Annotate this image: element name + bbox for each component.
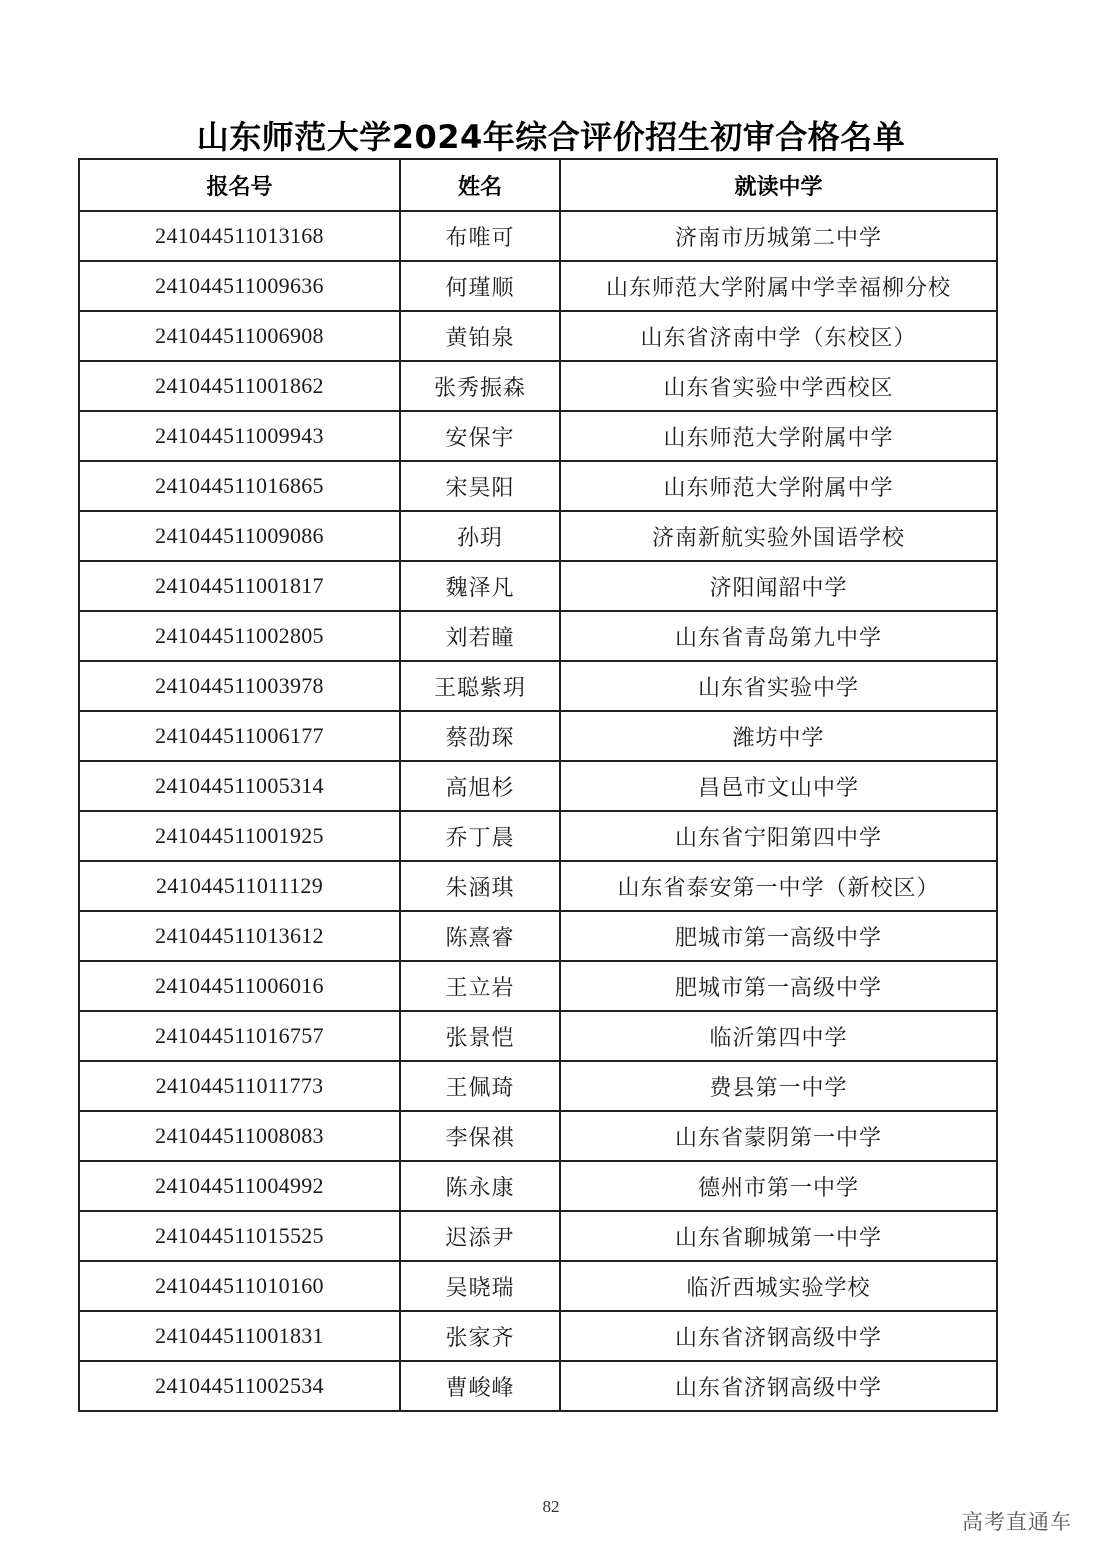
- registration-number-cell: 241044511013612: [79, 911, 400, 961]
- school-name-cell: 山东省济钢高级中学: [560, 1311, 997, 1361]
- table-row: [79, 411, 997, 461]
- school-name-cell: 潍坊中学: [560, 711, 997, 761]
- registration-number-cell: 241044511011129: [79, 861, 400, 911]
- table-row: [79, 211, 997, 261]
- table-row: [79, 1261, 997, 1311]
- table-row: [79, 311, 997, 361]
- column-header-name: 姓名: [400, 159, 560, 211]
- registration-number-cell: 241044511006016: [79, 961, 400, 1011]
- table-row: [79, 561, 997, 611]
- student-name-cell: 王佩琦: [400, 1061, 560, 1111]
- student-name-cell: 王立岩: [400, 961, 560, 1011]
- registration-number-cell: 241044511001862: [79, 361, 400, 411]
- table-row: [79, 461, 997, 511]
- registration-number-cell: 241044511001925: [79, 811, 400, 861]
- registration-number-cell: 241044511016865: [79, 461, 400, 511]
- school-name-cell: 济南新航实验外国语学校: [560, 511, 997, 561]
- table-row: [79, 861, 997, 911]
- registration-number-cell: 241044511006908: [79, 311, 400, 361]
- student-name-cell: 张秀振森: [400, 361, 560, 411]
- school-name-cell: 山东省宁阳第四中学: [560, 811, 997, 861]
- school-name-cell: 山东省泰安第一中学（新校区）: [560, 861, 997, 911]
- student-name-cell: 宋昊阳: [400, 461, 560, 511]
- table-row: [79, 711, 997, 761]
- registration-number-cell: 241044511013168: [79, 211, 400, 261]
- school-name-cell: 肥城市第一高级中学: [560, 911, 997, 961]
- school-name-cell: 山东省济钢高级中学: [560, 1361, 997, 1411]
- admission-list-table: [78, 158, 998, 1412]
- school-name-cell: 德州市第一中学: [560, 1161, 997, 1211]
- registration-number-cell: 241044511001831: [79, 1311, 400, 1361]
- student-name-cell: 黄铂泉: [400, 311, 560, 361]
- table-row: [79, 761, 997, 811]
- registration-number-cell: 241044511009086: [79, 511, 400, 561]
- student-name-cell: 何瑾顺: [400, 261, 560, 311]
- table-row: [79, 511, 997, 561]
- school-name-cell: 山东师范大学附属中学幸福柳分校: [560, 261, 997, 311]
- registration-number-cell: 241044511008083: [79, 1111, 400, 1161]
- student-name-cell: 刘若瞳: [400, 611, 560, 661]
- table-row: [79, 361, 997, 411]
- table-header-row: [79, 159, 997, 211]
- watermark: 高考直通车: [962, 1510, 1072, 1534]
- page-title: 山东师范大学2024年综合评价招生初审合格名单: [196, 118, 906, 156]
- school-name-cell: 肥城市第一高级中学: [560, 961, 997, 1011]
- school-name-cell: 山东省蒙阴第一中学: [560, 1111, 997, 1161]
- student-name-cell: 张景恺: [400, 1011, 560, 1061]
- student-name-cell: 迟添尹: [400, 1211, 560, 1261]
- registration-number-cell: 241044511010160: [79, 1261, 400, 1311]
- table-row: [79, 1211, 997, 1261]
- student-name-cell: 陈永康: [400, 1161, 560, 1211]
- registration-number-cell: 241044511002805: [79, 611, 400, 661]
- student-name-cell: 朱涵琪: [400, 861, 560, 911]
- student-name-cell: 蔡劭琛: [400, 711, 560, 761]
- registration-number-cell: 241044511009943: [79, 411, 400, 461]
- student-name-cell: 曹峻峰: [400, 1361, 560, 1411]
- school-name-cell: 临沂西城实验学校: [560, 1261, 997, 1311]
- student-name-cell: 孙玥: [400, 511, 560, 561]
- student-name-cell: 王聪紫玥: [400, 661, 560, 711]
- school-name-cell: 山东师范大学附属中学: [560, 411, 997, 461]
- registration-number-cell: 241044511006177: [79, 711, 400, 761]
- registration-number-cell: 241044511003978: [79, 661, 400, 711]
- school-name-cell: 临沂第四中学: [560, 1011, 997, 1061]
- table-row: [79, 1161, 997, 1211]
- student-name-cell: 李保祺: [400, 1111, 560, 1161]
- student-name-cell: 吴晓瑞: [400, 1261, 560, 1311]
- school-name-cell: 昌邑市文山中学: [560, 761, 997, 811]
- registration-number-cell: 241044511004992: [79, 1161, 400, 1211]
- table-row: [79, 1111, 997, 1161]
- school-name-cell: 山东省济南中学（东校区）: [560, 311, 997, 361]
- table-row: [79, 961, 997, 1011]
- column-header-school: 就读中学: [560, 159, 997, 211]
- registration-number-cell: 241044511011773: [79, 1061, 400, 1111]
- page-number: 82: [542, 1497, 560, 1516]
- school-name-cell: 山东省青岛第九中学: [560, 611, 997, 661]
- school-name-cell: 山东省实验中学西校区: [560, 361, 997, 411]
- table-row: [79, 661, 997, 711]
- student-name-cell: 陈熹睿: [400, 911, 560, 961]
- school-name-cell: 山东省实验中学: [560, 661, 997, 711]
- table-row: [79, 261, 997, 311]
- registration-number-cell: 241044511015525: [79, 1211, 400, 1261]
- table-row: [79, 1361, 997, 1411]
- student-name-cell: 魏泽凡: [400, 561, 560, 611]
- table-row: [79, 1061, 997, 1111]
- table-row: [79, 811, 997, 861]
- table-body: [79, 211, 997, 1411]
- student-name-cell: 布唯可: [400, 211, 560, 261]
- student-name-cell: 高旭杉: [400, 761, 560, 811]
- school-name-cell: 山东师范大学附属中学: [560, 461, 997, 511]
- student-name-cell: 张家齐: [400, 1311, 560, 1361]
- student-name-cell: 乔丁晨: [400, 811, 560, 861]
- column-header-registration-number: 报名号: [79, 159, 400, 211]
- registration-number-cell: 241044511005314: [79, 761, 400, 811]
- school-name-cell: 济阳闻韶中学: [560, 561, 997, 611]
- school-name-cell: 山东省聊城第一中学: [560, 1211, 997, 1261]
- registration-number-cell: 241044511016757: [79, 1011, 400, 1061]
- table-row: [79, 911, 997, 961]
- student-name-cell: 安保宇: [400, 411, 560, 461]
- registration-number-cell: 241044511001817: [79, 561, 400, 611]
- school-name-cell: 济南市历城第二中学: [560, 211, 997, 261]
- registration-number-cell: 241044511002534: [79, 1361, 400, 1411]
- table-row: [79, 1011, 997, 1061]
- registration-number-cell: 241044511009636: [79, 261, 400, 311]
- school-name-cell: 费县第一中学: [560, 1061, 997, 1111]
- table-row: [79, 611, 997, 661]
- table-row: [79, 1311, 997, 1361]
